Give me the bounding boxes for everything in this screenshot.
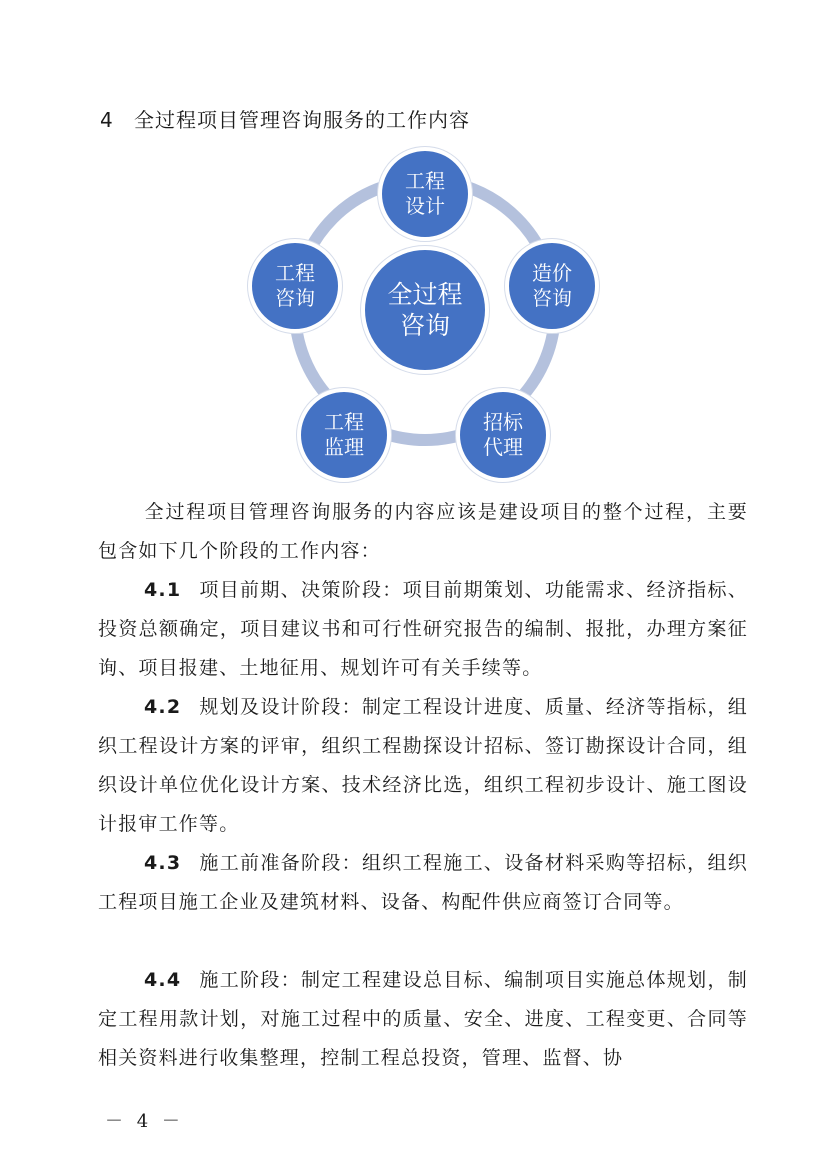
page-number: － 4 －	[105, 1111, 184, 1132]
section-4-1-text: 项目前期、决策阶段：项目前期策划、功能需求、经济指标、投资总额确定，项目建议书和可行性研究报告的编制、报批，办理方案征询、项目报建、土地征用、规划许可有关手续等。	[98, 579, 748, 679]
section-4-4-text: 施工阶段：制定工程建设总目标、编制项目实施总体规划，制定工程用款计划，对施工过程中的质量、安全、进度、工程变更、合同等相关资料进行收集整理，控制工程总投资，管理、监督、协	[98, 969, 748, 1069]
node-label-line2: 咨询	[275, 286, 315, 310]
node-label-line1: 工程	[275, 261, 315, 285]
node-label-line2: 咨询	[532, 286, 572, 310]
section-number: 4	[100, 108, 114, 132]
section-4-1-paragraph	[98, 571, 748, 688]
node-label-line1: 工程	[405, 169, 445, 193]
center-node-line2: 咨询	[399, 311, 450, 340]
node-label-line1: 造价	[532, 261, 572, 285]
node-engineering-design	[378, 147, 472, 241]
node-label-line2: 设计	[405, 194, 445, 218]
center-node	[361, 246, 489, 374]
section-4-4-number: 4.4	[144, 969, 182, 991]
intro-paragraph	[98, 493, 748, 571]
node-label-line2: 监理	[324, 435, 364, 459]
section-4-1-number: 4.1	[144, 579, 182, 601]
section-4-2-paragraph	[98, 688, 748, 844]
node-cost-consulting	[505, 239, 599, 333]
node-engineering-supervision	[297, 388, 391, 482]
section-4-2-number: 4.2	[144, 696, 182, 718]
node-label-line2: 代理	[483, 435, 523, 459]
section-4-3-paragraph	[98, 844, 748, 922]
section-4-3-number: 4.3	[144, 852, 182, 874]
section-4-4-paragraph	[98, 961, 748, 1078]
intro-text: 全过程项目管理咨询服务的内容应该是建设项目的整个过程，主要包含如下几个阶段的工作内容：	[98, 501, 748, 562]
node-tender-agency	[456, 388, 550, 482]
section-4-2-text: 规划及设计阶段：制定工程设计进度、质量、经济等指标，组织工程设计方案的评审，组织工程勘探设计招标、签订勘探设计合同，组织设计单位优化设计方案、技术经济比选，组织工程初步设计、施工图设计报审工作等。	[98, 696, 748, 835]
section-heading	[100, 104, 470, 133]
consulting-cycle-diagram	[240, 150, 610, 490]
section-title: 全过程项目管理咨询服务的工作内容	[134, 108, 470, 132]
node-engineering-consulting	[248, 239, 342, 333]
center-node-line1: 全过程	[387, 279, 463, 309]
node-label-line1: 工程	[324, 410, 364, 434]
node-label-line1: 招标	[483, 410, 523, 434]
section-4-3-text: 施工前准备阶段：组织工程施工、设备材料采购等招标，组织工程项目施工企业及建筑材料、设备、构配件供应商签订合同等。	[98, 852, 748, 913]
